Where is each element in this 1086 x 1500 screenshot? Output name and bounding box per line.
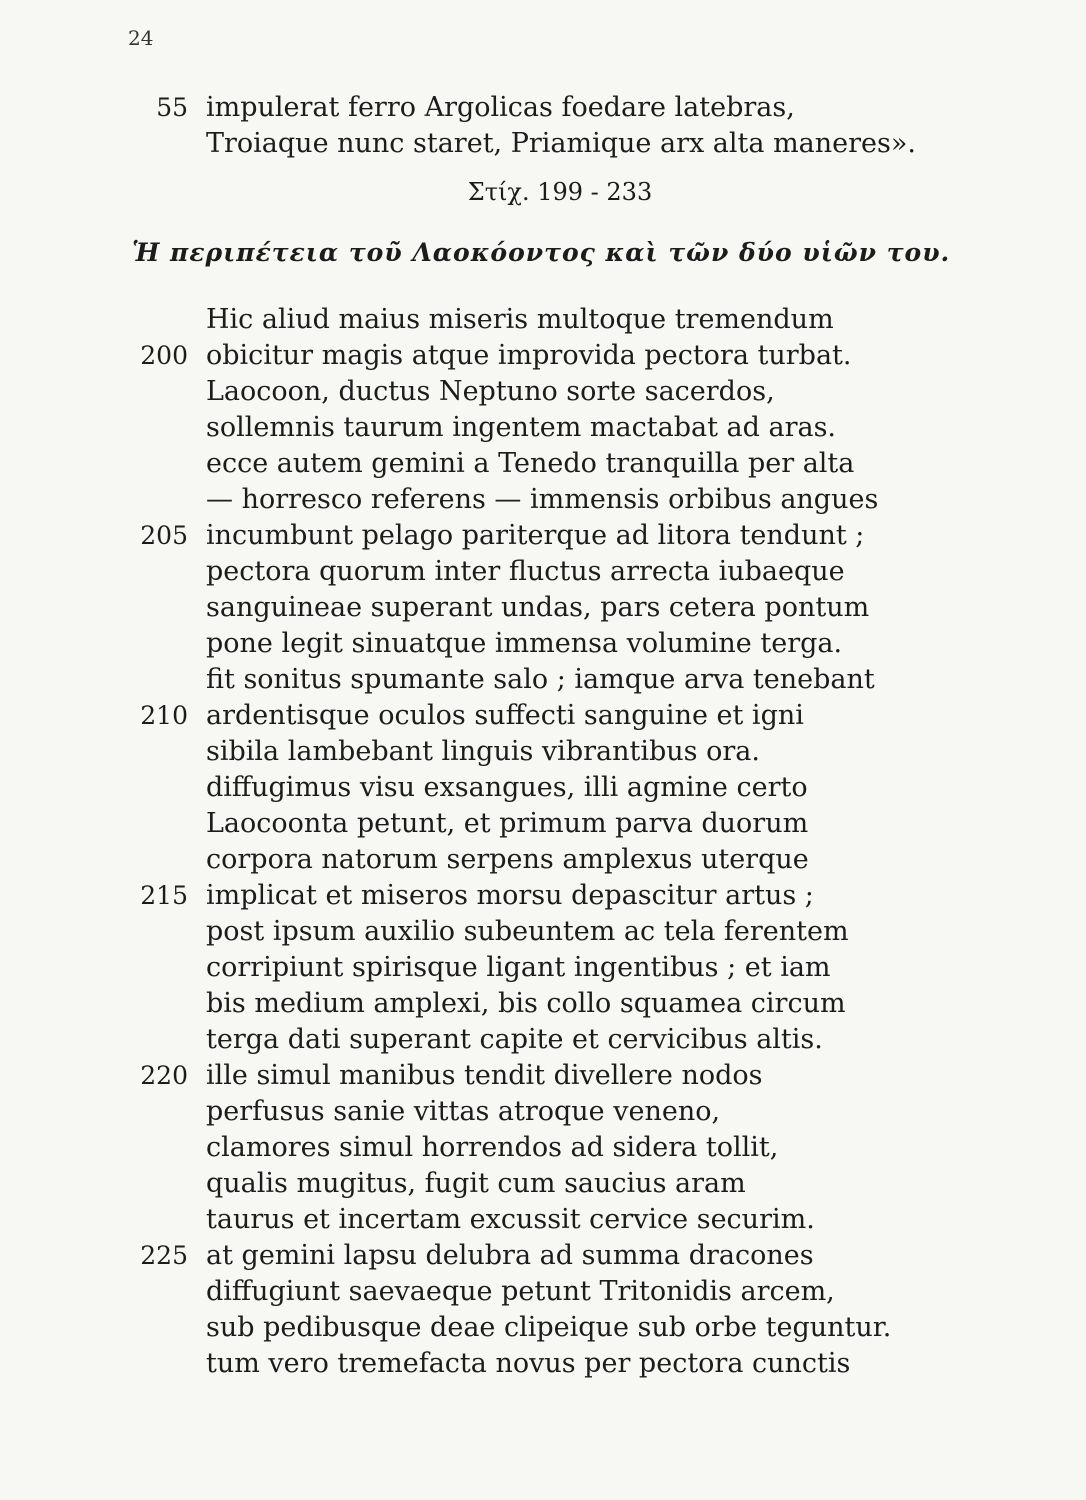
verse-line [0,1166,1086,1202]
verse-text: incumbunt pelago pariterque ad litora tendunt ; [206,520,865,551]
verse-line [0,1274,1086,1310]
verse-text: pone legit sinuatque immensa volumine terga. [206,628,843,659]
verse-line [0,806,1086,842]
verse-text: at gemini lapsu delubra ad summa dracones [206,1240,814,1271]
verse-line [0,338,1086,374]
verse-text: sub pedibusque deae clipeique sub orbe teguntur. [206,1312,892,1343]
line-number: 205 [140,521,188,550]
line-number: 225 [140,1241,188,1270]
verse-line [0,482,1086,518]
verse-line [0,698,1086,734]
verse-range-heading: Στίχ. 199 - 233 [467,178,653,206]
verse-text: ecce autem gemini a Tenedo tranquilla per alta [206,448,855,479]
verse-line [0,1094,1086,1130]
verse-line [0,1346,1086,1382]
verse-text: tum vero tremefacta novus per pectora cunctis [206,1348,851,1379]
verse-line [0,554,1086,590]
verse-text: qualis mugitus, fugit cum saucius aram [206,1168,746,1199]
verse-text: sollemnis taurum ingentem mactabat ad aras. [206,412,837,443]
verse-text: impulerat ferro Argolicas foedare latebras, [206,92,795,123]
verse-text: ardentisque oculos suffecti sanguine et igni [206,700,804,731]
verse-line [0,626,1086,662]
verse-line [0,1202,1086,1238]
line-number: 220 [140,1061,188,1090]
verse-text: sibila lambebant linguis vibrantibus ora. [206,736,760,767]
verse-line [0,1058,1086,1094]
verse-text: clamores simul horrendos ad sidera tollit, [206,1132,779,1163]
verse-line [0,914,1086,950]
verse-line [0,518,1086,554]
verse-line [0,770,1086,806]
line-number: 200 [140,341,188,370]
verse-line [0,1022,1086,1058]
verse-text: Hic aliud maius miseris multoque tremendum [206,304,834,335]
verse-text: Laocoonta petunt, et primum parva duorum [206,808,809,839]
verse-line [0,842,1086,878]
verse-line [0,878,1086,914]
line-number: 215 [140,881,188,910]
verse-line [0,90,1086,126]
verse-text: Laocoon, ductus Neptuno sorte sacerdos, [206,376,775,407]
verse-block-main [0,302,1086,1382]
verse-text: corpora natorum serpens amplexus uterque [206,844,809,875]
verse-block-top [0,90,1086,162]
page-number: 24 [128,26,154,50]
verse-line [0,950,1086,986]
verse-line [0,446,1086,482]
verse-text: taurus et incertam excussit cervice securim. [206,1204,815,1235]
verse-text: perfusus sanie vittas atroque veneno, [206,1096,721,1127]
verse-text: diffugimus visu exsangues, illi agmine certo [206,772,808,803]
verse-line [0,986,1086,1022]
section-title: Ἡ περιπέτεια τοῦ Λαοκόοντος καὶ τῶν δύο υἱῶν του. [132,238,951,267]
verse-text: pectora quorum inter fluctus arrecta iubaeque [206,556,845,587]
verse-text: bis medium amplexi, bis collo squamea circum [206,988,846,1019]
verse-line [0,590,1086,626]
verse-text: fit sonitus spumante salo ; iamque arva tenebant [206,664,875,695]
verse-line [0,662,1086,698]
verse-text: terga dati superant capite et cervicibus altis. [206,1024,823,1055]
verse-line [0,302,1086,338]
verse-line [0,374,1086,410]
verse-text: diffugiunt saevaeque petunt Tritonidis arcem, [206,1276,835,1307]
verse-line [0,734,1086,770]
verse-line [0,126,1086,162]
line-number: 210 [140,701,188,730]
verse-line [0,1310,1086,1346]
verse-line [0,1130,1086,1166]
verse-text: corripiunt spirisque ligant ingentibus ; et iam [206,952,831,983]
verse-text: post ipsum auxilio subeuntem ac tela ferentem [206,916,849,947]
verse-text: Troiaque nunc staret, Priamique arx alta maneres». [206,128,916,159]
verse-text: — horresco referens — immensis orbibus angues [206,484,879,515]
line-number: 55 [156,93,188,122]
verse-text: implicat et miseros morsu depascitur artus ; [206,880,814,911]
verse-text: sanguineae superant undas, pars cetera pontum [206,592,870,623]
verse-text: ille simul manibus tendit divellere nodos [206,1060,763,1091]
verse-line [0,410,1086,446]
verse-line [0,1238,1086,1274]
verse-text: obicitur magis atque improvida pectora turbat. [206,340,852,371]
